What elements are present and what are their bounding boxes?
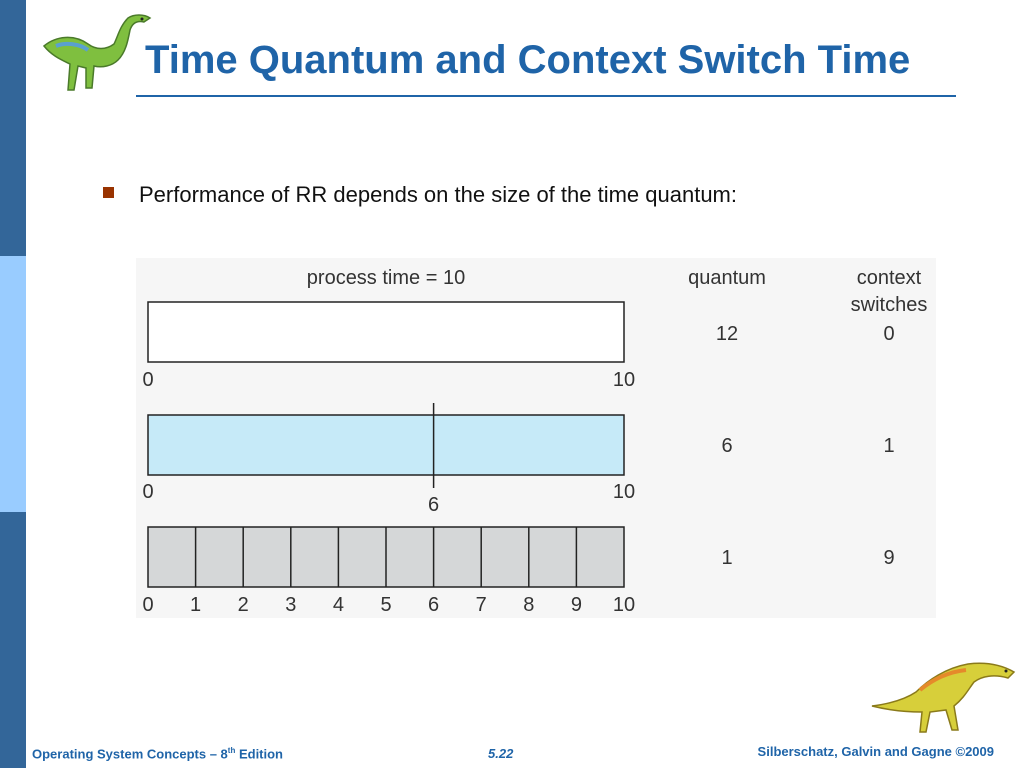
footer-title-sup: th (227, 746, 236, 755)
dinosaur-logo-icon (868, 650, 1018, 740)
tick-label: 1 (190, 594, 202, 616)
tick-label: 6 (428, 594, 440, 616)
tick-label: 10 (612, 594, 636, 616)
tick-label: 2 (237, 594, 249, 616)
quantum-header: quantum (688, 267, 766, 289)
sidebar-stripe-top (0, 0, 26, 256)
tick-label: 6 (428, 494, 440, 516)
slide-title: Time Quantum and Context Switch Time (145, 38, 911, 82)
context-switches-value: 9 (883, 547, 895, 569)
tick-label: 8 (523, 594, 535, 616)
quantum-value: 6 (721, 435, 733, 457)
footer-title-suffix: Edition (235, 746, 284, 762)
footer-page-number: 5.22 (488, 746, 514, 761)
tick-label: 4 (332, 594, 344, 616)
tick-label: 5 (380, 594, 392, 616)
quantum-value: 12 (715, 323, 739, 345)
title-underline (136, 95, 956, 97)
tick-label: 0 (142, 369, 154, 391)
context-switches-value: 0 (883, 323, 895, 345)
footer-authors: Silberschatz, Galvin and Gagne ©2009 (757, 744, 994, 759)
timeline-bar-q6 (148, 415, 624, 475)
tick-label: 0 (142, 594, 154, 616)
tick-label: 3 (285, 594, 297, 616)
dinosaur-logo-icon (36, 6, 158, 96)
context-header-line1: context (856, 267, 922, 289)
process-time-label: process time = 10 (306, 267, 466, 289)
tick-label: 10 (612, 369, 636, 391)
tick-label: 0 (142, 481, 154, 503)
tick-label: 9 (570, 594, 582, 616)
context-header-line2: switches (850, 294, 928, 316)
tick-label: 10 (612, 481, 636, 503)
tick-label: 7 (475, 594, 487, 616)
bullet-text: Performance of RR depends on the size of the time quantum: (139, 182, 737, 207)
sidebar-stripe-bottom (0, 512, 26, 768)
timeline-bar-q12 (148, 302, 624, 362)
sidebar-stripe-middle (0, 256, 26, 512)
quantum-value: 1 (721, 547, 733, 569)
rr-quantum-figure (136, 258, 936, 618)
square-bullet-icon (103, 187, 114, 198)
footer-title-prefix: Operating System Concepts – 8 (32, 746, 228, 762)
context-switches-value: 1 (883, 435, 895, 457)
footer-book-title (32, 746, 283, 761)
